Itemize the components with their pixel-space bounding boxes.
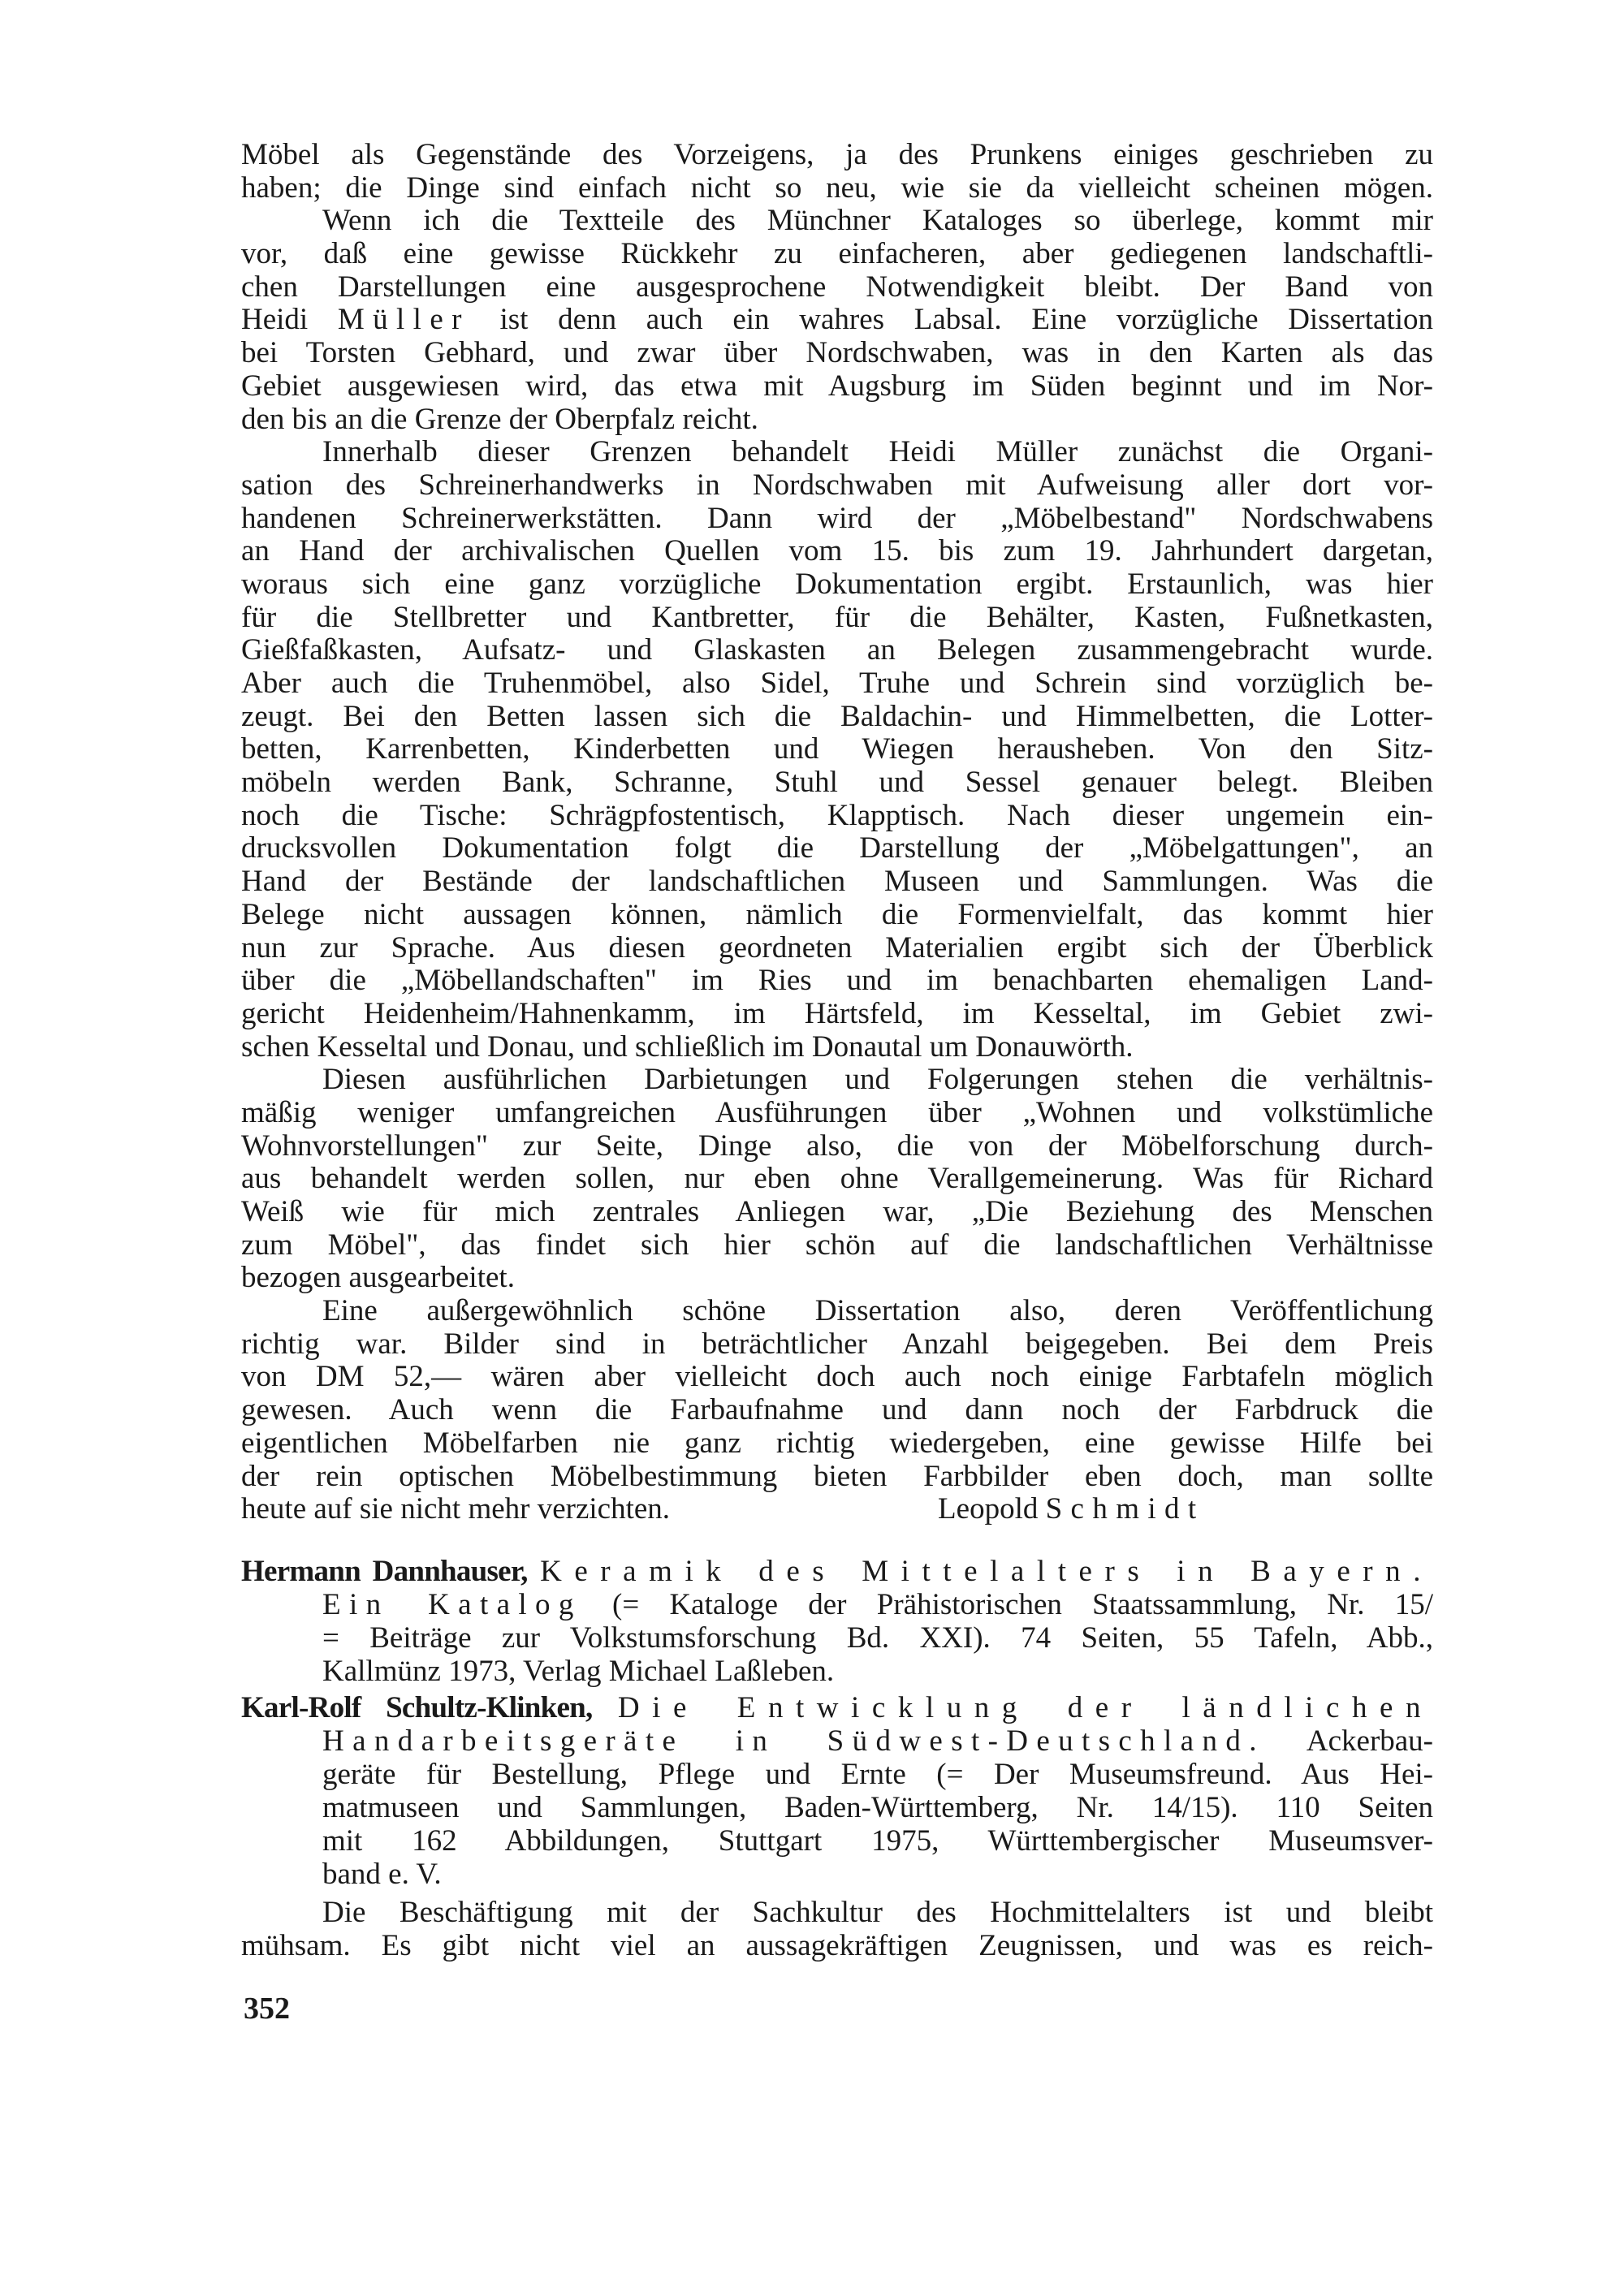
text-line: Möbel als Gegenstände des Vorzeigens, ja des Prunkens einiges geschrieben zu bbox=[241, 138, 1433, 171]
text-line: gericht Heidenheim/Hahnenkamm, im Härtsfeld, im Kesseltal, im Gebiet zwi- bbox=[241, 996, 1433, 1030]
spaced-title: Müller bbox=[337, 303, 470, 337]
text-line: Hand der Bestände der landschaftlichen Museen und Sammlungen. Was die bbox=[241, 865, 1433, 899]
text-line: mit 162 Abbildungen, Stuttgart 1975, Württembergischer Museumsver- bbox=[322, 1824, 1433, 1858]
text-line: bei Torsten Gebhard, und zwar über Nordschwaben, was in den Karten als das bbox=[241, 336, 1433, 370]
text-line: über die „Möbellandschaften" im Ries und im benachbarten ehemaligen Land- bbox=[241, 964, 1433, 998]
text-line bbox=[241, 1555, 1433, 1588]
text-line: sation des Schreinerhandwerks in Nordschwaben mit Aufweisung aller dort vor- bbox=[241, 468, 1433, 502]
bibliography-entry bbox=[241, 1555, 1433, 1688]
page-number: 352 bbox=[244, 1992, 290, 2026]
text-span: Heidi bbox=[241, 303, 338, 337]
text-line: drucksvollen Dokumentation folgt die Darstellung der „Möbelgattungen", an bbox=[241, 831, 1433, 865]
text-line: nun zur Sprache. Aus diesen geordneten Materialien ergibt sich der Überblick bbox=[241, 930, 1433, 965]
text-span bbox=[528, 1555, 540, 1588]
text-line: Gebiet ausgewiesen wird, das etwa mit Augsburg im Süden beginnt und im Nor- bbox=[241, 369, 1433, 403]
paragraph bbox=[241, 205, 1433, 436]
text-span: Ackerbau- bbox=[1264, 1724, 1434, 1758]
text-line: zum Möbel", das findet sich hier schön auf die landschaftlichen Verhältnisse bbox=[241, 1228, 1433, 1262]
text-line: den bis an die Grenze der Oberpfalz reicht. bbox=[241, 402, 758, 436]
text-line: = Beiträge zur Volkstumsforschung Bd. XXI). 74 Seiten, 55 Tafeln, Abb., bbox=[322, 1621, 1433, 1655]
text-line: für die Stellbretter und Kantbretter, für die Behälter, Kasten, Fußnetkasten, bbox=[241, 600, 1433, 634]
text-line bbox=[241, 1691, 1433, 1724]
text-line: zeugt. Bei den Betten lassen sich die Baldachin- und Himmelbetten, die Lotter- bbox=[241, 699, 1433, 733]
paragraph bbox=[241, 436, 1433, 1064]
review-body bbox=[241, 139, 1433, 1526]
text-line: noch die Tische: Schrägpfostentisch, Klapptisch. Nach dieser ungemein ein- bbox=[241, 798, 1433, 832]
text-line bbox=[241, 1493, 1433, 1526]
reviewer-signature: Leopold Schmidt bbox=[938, 1492, 1205, 1526]
text-line: Gießfaßkasten, Aufsatz- und Glaskasten an Belegen zusammengebracht wurde. bbox=[241, 633, 1433, 667]
text-line: aus behandelt werden sollen, nur eben ohne Verallgemeinerung. Was für Richard bbox=[241, 1162, 1433, 1196]
text-line: bezogen ausgearbeitet. bbox=[241, 1261, 515, 1295]
text-line bbox=[241, 1588, 1433, 1621]
paragraph bbox=[241, 1897, 1433, 1962]
text-line: Aber auch die Truhenmöbel, also Sidel, Truhe und Schrein sind vorzüglich be- bbox=[241, 667, 1433, 700]
paragraph bbox=[241, 1295, 1433, 1526]
author-name: Karl-Rolf Schultz-Klinken, bbox=[241, 1691, 593, 1724]
spaced-title: Ein Katalog bbox=[322, 1588, 582, 1621]
text-line bbox=[241, 304, 1433, 337]
text-line: gewesen. Auch wenn die Farbaufnahme und dann noch der Farbdruck die bbox=[241, 1393, 1433, 1427]
text-line: geräte für Bestellung, Pflege und Ernte (= Der Museumsfreund. Aus Hei- bbox=[322, 1758, 1433, 1791]
paragraph bbox=[241, 1064, 1433, 1295]
text-line: der rein optischen Möbelbestimmung bieten Farbbilder eben doch, man sollte bbox=[241, 1459, 1433, 1493]
next-review-opening bbox=[241, 1897, 1433, 1962]
text-line: haben; die Dinge sind einfach nicht so neu, wie sie da vielleicht scheinen mögen. bbox=[241, 170, 1433, 205]
text-line: Innerhalb dieser Grenzen behandelt Heidi Müller zunächst die Organi- bbox=[322, 435, 1433, 469]
paragraph bbox=[241, 139, 1433, 205]
text-line: eigentlichen Möbelfarben nie ganz richtig wiedergeben, eine gewisse Hilfe bei bbox=[241, 1426, 1433, 1460]
text-line bbox=[241, 1724, 1433, 1758]
text-span: heute auf sie nicht mehr verzichten. bbox=[241, 1492, 671, 1526]
text-line: chen Darstellungen eine ausgesprochene Notwendigkeit bleibt. Der Band von bbox=[241, 270, 1433, 304]
text-line: Eine außergewöhnlich schöne Dissertation also, deren Veröffentlichung bbox=[322, 1294, 1433, 1328]
text-line: band e. V. bbox=[322, 1858, 442, 1891]
author-name: Hermann Dannhauser, bbox=[241, 1555, 528, 1588]
text-span bbox=[593, 1691, 618, 1724]
bibliography-entry bbox=[241, 1691, 1433, 1891]
text-line: Diesen ausführlichen Darbietungen und Folgerungen stehen die verhältnis- bbox=[322, 1063, 1433, 1097]
text-line: schen Kesseltal und Donau, und schließlich im Donautal um Donauwörth. bbox=[241, 1029, 1134, 1064]
text-line: Die Beschäftigung mit der Sachkultur des Hochmittelalters ist und bleibt bbox=[322, 1896, 1433, 1929]
text-line: Wohnvorstellungen" zur Seite, Dinge also, die von der Möbelforschung durch- bbox=[241, 1129, 1433, 1163]
spaced-title: Keramik des Mittelalters in Bayern. bbox=[540, 1555, 1433, 1588]
text-line: handenen Schreinerwerkstätten. Dann wird der „Möbelbestand" Nordschwabens bbox=[241, 501, 1433, 535]
text-line: betten, Karrenbetten, Kinderbetten und Wiegen herausheben. Von den Sitz- bbox=[241, 732, 1433, 766]
text-line: Weiß wie für mich zentrales Anliegen war, „Die Beziehung des Menschen bbox=[241, 1195, 1433, 1228]
spaced-title: Die Entwicklung der ländlichen bbox=[617, 1691, 1433, 1724]
text-line: Kallmünz 1973, Verlag Michael Laßleben. bbox=[322, 1655, 835, 1688]
text-span: ist denn auch ein wahres Labsal. Eine vorzügliche Dissertation bbox=[469, 303, 1434, 337]
text-line: richtig war. Bilder sind in beträchtlicher Anzahl beigegeben. Bei dem Preis bbox=[241, 1327, 1433, 1361]
text-line: Belege nicht aussagen können, nämlich die Formenvielfalt, das kommt hier bbox=[241, 897, 1433, 931]
text-line: mühsam. Es gibt nicht viel an aussagekräftigen Zeugnissen, und was es reich- bbox=[241, 1928, 1433, 1962]
text-line: möbeln werden Bank, Schranne, Stuhl und Sessel genauer belegt. Bleiben bbox=[241, 766, 1433, 800]
text-line: an Hand der archivalischen Quellen vom 15. bis zum 19. Jahrhundert dargetan, bbox=[241, 534, 1433, 568]
text-line: vor, daß eine gewisse Rückkehr zu einfacheren, aber gediegenen landschaftli- bbox=[241, 237, 1433, 271]
text-line: von DM 52,— wären aber vielleicht doch auch noch einige Farbtafeln möglich bbox=[241, 1360, 1433, 1394]
text-line: woraus sich eine ganz vorzügliche Dokumentation ergibt. Erstaunlich, was hier bbox=[241, 567, 1433, 601]
text-line: mäßig weniger umfangreichen Ausführungen über „Wohnen und volkstümliche bbox=[241, 1095, 1433, 1129]
text-span: (= Kataloge der Prähistorischen Staatssammlung, Nr. 15/ bbox=[581, 1588, 1433, 1621]
bibliography-entries bbox=[241, 1555, 1433, 1891]
spaced-title: Handarbeitsgeräte in Südwest-Deutschland. bbox=[322, 1724, 1265, 1758]
text-line: matmuseen und Sammlungen, Baden-Württemberg, Nr. 14/15). 110 Seiten bbox=[322, 1791, 1433, 1824]
text-line: Wenn ich die Textteile des Münchner Kataloges so überlege, kommt mir bbox=[322, 204, 1433, 238]
